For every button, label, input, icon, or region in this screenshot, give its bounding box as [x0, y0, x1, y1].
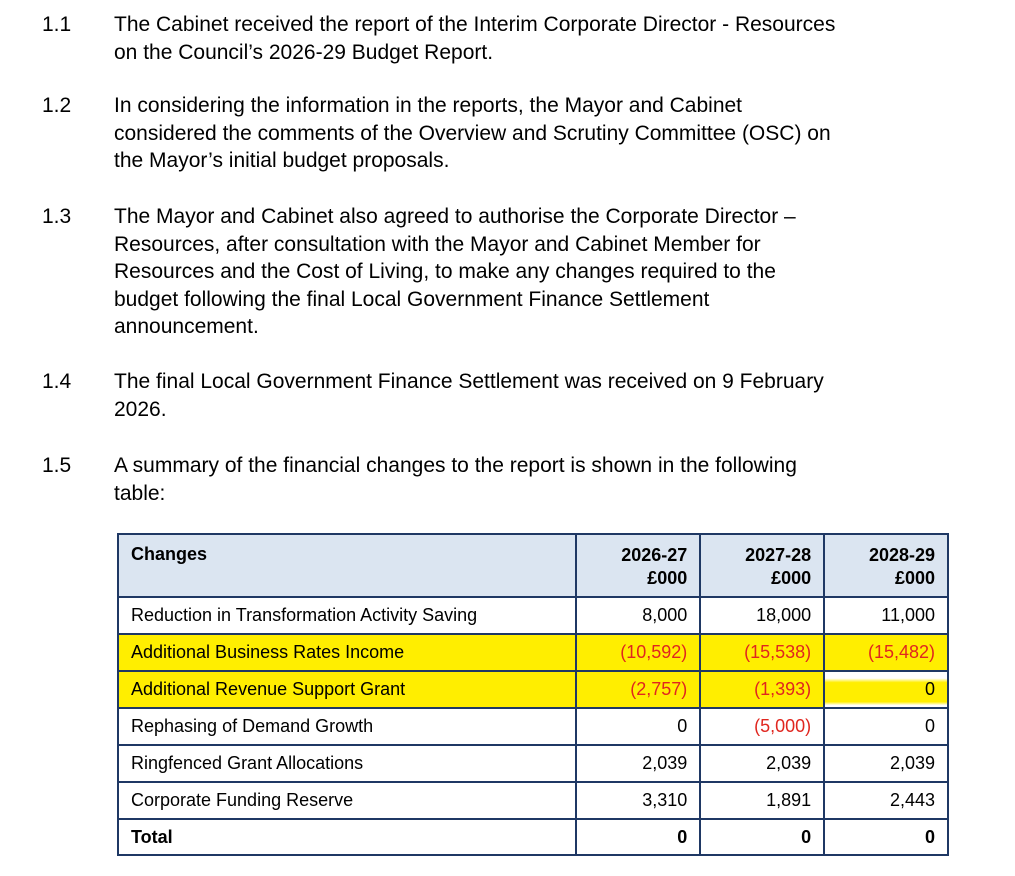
total-label: Total [118, 819, 576, 855]
row-value: 11,000 [824, 597, 948, 634]
row-value: 0 [824, 671, 948, 708]
row-value: 2,443 [824, 782, 948, 819]
header-col-2027-28: 2027-28 £000 [700, 534, 824, 597]
total-value: 0 [576, 819, 700, 855]
paragraph-text: In considering the information in the reports, the Mayor and Cabinet considered the comments of the Overview and Scrutiny Committee (OSC) on the Mayor’s initial budget proposals. [114, 94, 831, 172]
row-label: Additional Business Rates Income [118, 634, 576, 671]
table-row [118, 782, 948, 819]
row-label: Rephasing of Demand Growth [118, 708, 576, 745]
row-value: 2,039 [824, 745, 948, 782]
row-value: 8,000 [576, 597, 700, 634]
header-changes: Changes [118, 534, 576, 597]
row-value: (1,393) [700, 671, 824, 708]
row-value: (15,538) [700, 634, 824, 671]
paragraph-number: 1.3 [42, 205, 72, 228]
row-label: Corporate Funding Reserve [118, 782, 576, 819]
row-value: 1,891 [700, 782, 824, 819]
row-value: 2,039 [700, 745, 824, 782]
row-value: 0 [824, 708, 948, 745]
table-row [118, 745, 948, 782]
row-label: Ringfenced Grant Allocations [118, 745, 576, 782]
table-row [118, 597, 948, 634]
row-value: (2,757) [576, 671, 700, 708]
row-label: Reduction in Transformation Activity Saving [118, 597, 576, 634]
row-value: 2,039 [576, 745, 700, 782]
paragraph-text: The Mayor and Cabinet also agreed to authorise the Corporate Director – Resources, after consultation with the Mayor and Cabinet Member for Resources and the Cost of Living, to make any changes required to the budget following the final Local Government Finance Settlement announcement. [114, 205, 796, 338]
total-value: 0 [824, 819, 948, 855]
row-value: (15,482) [824, 634, 948, 671]
table-row [118, 708, 948, 745]
paragraph-text: The Cabinet received the report of the Interim Corporate Director - Resources on the Council’s 2026-29 Budget Report. [114, 13, 836, 64]
paragraph-number: 1.1 [42, 13, 72, 36]
paragraph-number: 1.5 [42, 454, 72, 477]
header-col-2028-29: 2028-29 £000 [824, 534, 948, 597]
row-value: 3,310 [576, 782, 700, 819]
row-value: 18,000 [700, 597, 824, 634]
paragraph-number: 1.4 [42, 370, 72, 393]
paragraph-number: 1.2 [42, 94, 72, 117]
paragraph-text: A summary of the financial changes to the report is shown in the following table: [114, 454, 797, 505]
row-value: (10,592) [576, 634, 700, 671]
table-header-row [118, 534, 948, 597]
total-value: 0 [700, 819, 824, 855]
paragraph-text: The final Local Government Finance Settlement was received on 9 February 2026. [114, 370, 824, 421]
header-col-2026-27: 2026-27 £000 [576, 534, 700, 597]
row-value: 0 [576, 708, 700, 745]
row-value: (5,000) [700, 708, 824, 745]
table-row-highlighted [118, 634, 948, 671]
row-label: Additional Revenue Support Grant [118, 671, 576, 708]
financial-changes-table [117, 533, 949, 856]
table-row-highlighted [118, 671, 948, 708]
table-total-row [118, 819, 948, 855]
